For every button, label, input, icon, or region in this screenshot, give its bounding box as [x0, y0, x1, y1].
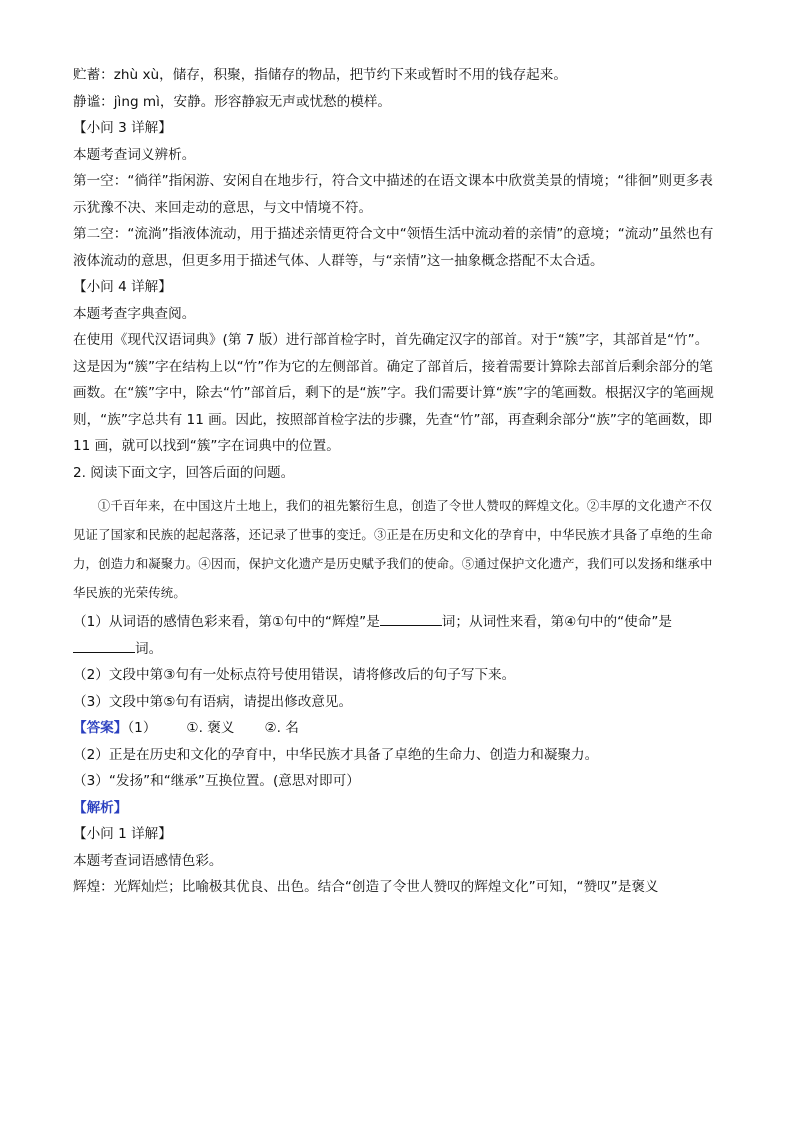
q1-explanation: 辉煌：光辉灿烂；比喻极其优良、出色。结合“创造了令世人赞叹的辉煌文化”可知，“赞叹”是褒义 — [73, 879, 659, 895]
section-header-q3: 【小问 3 详解】 — [73, 120, 172, 136]
analysis-label: 【解析】 — [73, 799, 128, 816]
document-page — [73, 62, 719, 901]
reading-passage: ①千百年来，在中国这片土地上，我们的祖先繁衍生息，创造了令世人赞叹的辉煌文化。②丰厚的文化遗产不仅见证了国家和民族的起起落落，还记录了世事的变迁。③正是在历史和文化的孕育中，中华民族才具备了卓绝的生命力，创造力和凝聚力。④因而，保护文化遗产是历史赋予我们的使命。⑤通过保护文化遗产，我们可以发扬和继承中华民族的光荣传统。 — [73, 498, 713, 600]
q3-second-blank-explanation: 第二空：“流淌”指液体流动，用于描述亲情更符合文中“领悟生活中流动着的亲情”的意境；“流动”虽然也有液体流动的意思，但更多用于描述气体、人群等，与“亲情”这一抽象概念搭配不太合适。 — [73, 226, 714, 269]
q3-first-blank-explanation: 第一空：“徜徉”指闲游、安闲自在地步行，符合文中描述的在语文课本中欣赏美景的情境；“徘徊”则更多表示犹豫不决、来回走动的意思，与文中情境不符。 — [73, 173, 713, 216]
answer-1-row — [73, 715, 719, 742]
answer-3: （3）“发扬”和“继承”互换位置。(意思对即可） — [73, 773, 360, 789]
q4-topic: 本题考查字典查阅。 — [73, 305, 196, 322]
q4-explanation: 在使用《现代汉语词典》(第 7 版）进行部首检字时，首先确定汉字的部首。对于“簇”字，其部首是“竹”。这是因为“簇”字在结构上以“竹”作为它的左侧部首。确定了部首后，接着需要计算除去部首后剩余部分的笔画数。在“簇”字中，除去“竹”部首后，剩下的是“族”字。我们需要计算“族”字的笔画数。根据汉字的笔画规则，“族”字总共有 11 画。因此，按照部首检字法的步骤，先查“竹”部，再查剩余部分“族”字的笔画数，即 11 画，就可以找到“簇”字在词典中的位置。 — [73, 332, 714, 454]
answer-label: 【答案】 — [73, 720, 128, 736]
subquestion-1-part-a: （1）从词语的感情色彩来看，第①句中的“辉煌”是 — [73, 614, 380, 630]
subquestion-1 — [73, 609, 719, 662]
analysis-row — [73, 795, 719, 822]
answer-blank-2[interactable] — [73, 638, 135, 653]
subquestion-1-part-b: 词；从词性来看，第④句中的“使命”是 — [441, 614, 672, 630]
subquestion-1-part-c: 词。 — [135, 640, 163, 657]
definition-zhuxu: 贮蓄：zhù xù，储存，积聚，指储存的物品，把节约下来或暂时不用的钱存起来。 — [73, 67, 567, 83]
definition-jingmi: 静谧：jìng mì，安静。形容静寂无声或忧愁的模样。 — [73, 93, 392, 110]
answer-1-number: （1） — [127, 720, 157, 736]
section-header-q4: 【小问 4 详解】 — [73, 279, 172, 295]
subquestion-3: （3）文段中第⑤句有语病，请提出修改意见。 — [73, 693, 353, 710]
q1-topic: 本题考查词语感情色彩。 — [73, 852, 223, 869]
q3-topic: 本题考查词义辨析。 — [73, 146, 196, 163]
question-2-prompt: 2. 阅读下面文字，回答后面的问题。 — [73, 464, 295, 481]
subquestion-2: （2）文段中第③句有一处标点符号使用错误，请将修改后的句子写下来。 — [73, 667, 516, 683]
section-header-q1: 【小问 1 详解】 — [73, 826, 172, 842]
answer-blank-1[interactable] — [380, 611, 442, 626]
answer-1-option-b: ②. 名 — [264, 720, 299, 736]
answer-2: （2）正是在历史和文化的孕育中，中华民族才具备了卓绝的生命力、创造力和凝聚力。 — [73, 746, 599, 763]
answer-1-option-a: ①. 褒义 — [186, 720, 235, 736]
